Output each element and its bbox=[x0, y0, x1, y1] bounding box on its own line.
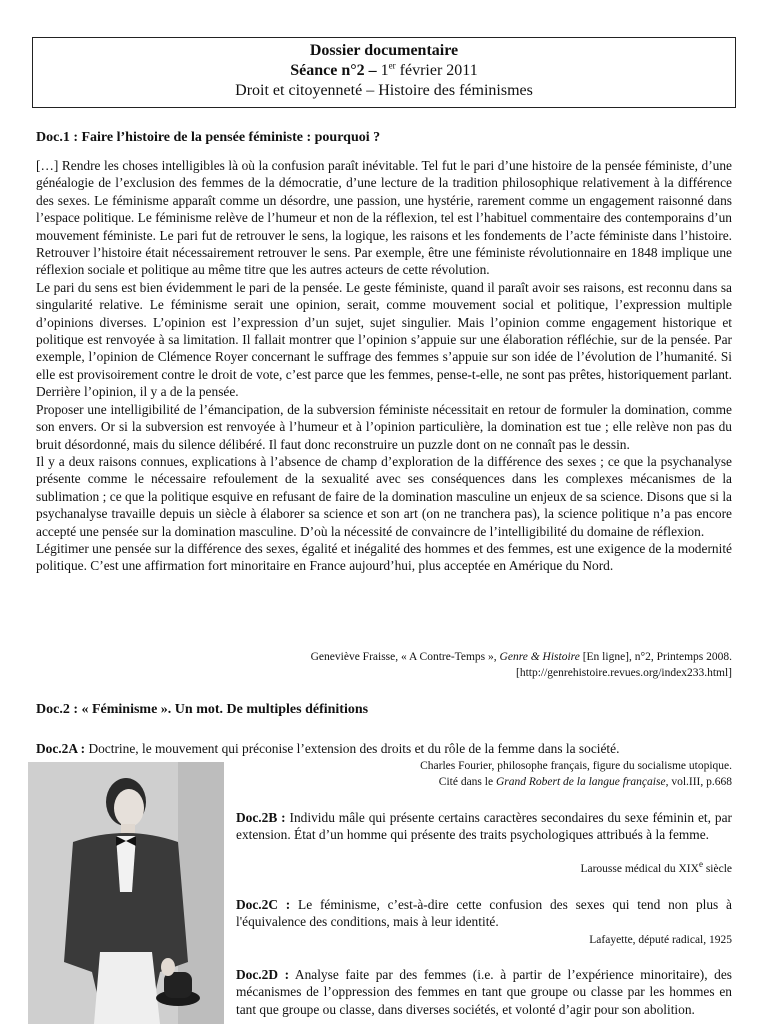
doc2b-text: Doc.2B : Individu mâle qui présente certains caractères secondaires du sexe féminin et, par extension. État d’un homme qui présente des traits psychologiques attribués à la femme. bbox=[236, 810, 732, 843]
dossier-title: Dossier documentaire bbox=[309, 42, 459, 59]
doc2d-label: Doc.2D : bbox=[236, 967, 290, 982]
portrait-photo bbox=[28, 762, 224, 1024]
doc1-paragraph: Légitimer une pensée sur la différence des sexes, égalité et inégalité des hommes et des femmes, est une exigence de la modernité politique. C’est une affirmation fort minoritaire en France aujourd’hui, plus acceptée en Amérique du Nord. bbox=[36, 540, 732, 574]
date-rest: février 2011 bbox=[399, 62, 478, 79]
doc1-citation bbox=[311, 649, 732, 681]
doc1-paragraph: Il y a deux raisons connues, explications à l’absence de champ d’exploration de la différence des sexes ; ce que la psychanalyse présente comme le nécessaire refoulement de la sexualité avec ses conséquences dans les complexes mécanismes de la sublimation ; ce que la politique esquive en refusant de faire de la domination masculine un enjeux de sa science. Disons que si la psychanalyse travaille depuis un siècle à élaborer sa science et son art (on ne tranchera pas), la science politique n’a pas encore accepté une pensée sur la domination masculine. D’où la nécessité de convaincre de l’intelligibilité du domaine de réflexion. bbox=[36, 453, 732, 539]
doc2b-citation: Larousse médical du XIXe siècle bbox=[580, 859, 732, 875]
doc2a-citation: Charles Fourier, philosophe français, figure du socialisme utopique. Cité dans le Grand Robert de la langue française, vol.III, p.668 bbox=[420, 760, 732, 788]
woman-in-suit-photo-icon bbox=[28, 762, 224, 1024]
seance-line bbox=[33, 61, 735, 81]
doc1-paragraph: Proposer une intelligibilité de l’émancipation, de la subversion féministe nécessitait en retour de formuler la domination, comme son envers. Or si la subversion est renvoyée à l’humeur et à l’opinion particulière, la domination est tue ; elle relève non pas du bruit désordonné, mais du silence délibéré. Il faut donc reconstruire un puzzle dont on ne connaît pas le dessin. bbox=[36, 401, 732, 452]
doc2-heading: Doc.2 : « Féminisme ». Un mot. De multiples définitions bbox=[36, 702, 369, 717]
doc2b-label: Doc.2B : bbox=[236, 810, 286, 825]
doc2c-citation: Lafayette, député radical, 1925 bbox=[589, 934, 732, 946]
doc2c-text: Doc.2C : Le féminisme, c’est-à-dire cette confusion des sexes qui tend non plus à l'équivalence des conditions, mais à leur identité. bbox=[236, 897, 732, 930]
doc2d-text: Doc.2D : Analyse faite par des femmes (i.e. à partir de l’expérience minoritaire), des mécanismes de l’oppression des femmes en tant que groupe ou classe par les hommes en tant que groupe ou classe, dans diverses sociétés, et volonté d’agir pour son abolition. bbox=[236, 967, 732, 1017]
date-day: 1 bbox=[380, 62, 389, 79]
doc1-citation-line1: Geneviève Fraisse, « A Contre-Temps », Genre & Histoire [En ligne], n°2, Printemps 2008. bbox=[310, 651, 732, 663]
document-header-box bbox=[32, 37, 736, 108]
doc1-heading: Doc.1 : Faire l’histoire de la pensée féministe : pourquoi ? bbox=[36, 130, 381, 145]
doc1-paragraph: […] Rendre les choses intelligibles là où la confusion paraît inévitable. Tel fut le pari d’une histoire de la pensée féministe, d’une généalogie de l’exclusion des femmes de la démocratie, d’une lecture de la tradition philosophique relativement à la différence des sexes. Le féminisme apparaît comme un désordre, une passion, une hystérie, rarement comme un engagement raisonné dans l’espace politique. Le féminisme relève de l’humeur et non de la réflexion, tel est l’habituel commentaire des contemporains d’un mouvement féministe. Le pari fut de retrouver le sens, la logique, les raisons et les fondements de l’acte féministe dans l’histoire. Retrouver l’histoire était nécessairement retrouver le sens. Par exemple, être une féministe révolutionnaire en 1848 implique une réflexion sociale et politique au même titre que les autres acteurs de cette révolution. bbox=[36, 158, 732, 278]
doc2c-label: Doc.2C : bbox=[236, 897, 291, 912]
doc2a-label: Doc.2A : bbox=[36, 741, 86, 756]
seance-label: Séance n°2 – bbox=[290, 62, 377, 79]
doc2a-text: Doc.2A : Doctrine, le mouvement qui préconise l’extension des droits et du rôle de la femme dans la société. bbox=[36, 741, 620, 756]
date-sup: er bbox=[388, 60, 396, 71]
doc1-body bbox=[36, 157, 732, 575]
doc1-paragraph: Le pari du sens est bien évidemment le pari de la pensée. Le geste féministe, quand il paraît avoir ses raisons, est reconnu dans sa singularité relative. Le féminisme serait une opinion, serait, comme mouvement social et politique, l’expression multiple d’opinions diverses. L’opinion est l’expression d’un sujet, sujet singulier. Mais l’opinion comme engagement historique et politique est renvoyée à sa limitation. Il fallait montrer que l’opinion s’appuie sur une élaboration réfléchie, sur de la pensée. Par exemple, l’opinion de Clémence Royer concernant le suffrage des femmes s’appuie sur son idée de l’évolution de l’humanité. Si elle est provisoirement contre le droit de vote, c’est parce que les femmes, pense-t-elle, ne sont pas prêtes, historiquement parlant. Derrière l’opinion, il y a de la pensée. bbox=[36, 279, 732, 400]
doc1-citation-url: [http://genrehistoire.revues.org/index233.html] bbox=[515, 667, 732, 679]
course-subtitle: Droit et citoyenneté – Histoire des féminismes bbox=[235, 82, 533, 99]
